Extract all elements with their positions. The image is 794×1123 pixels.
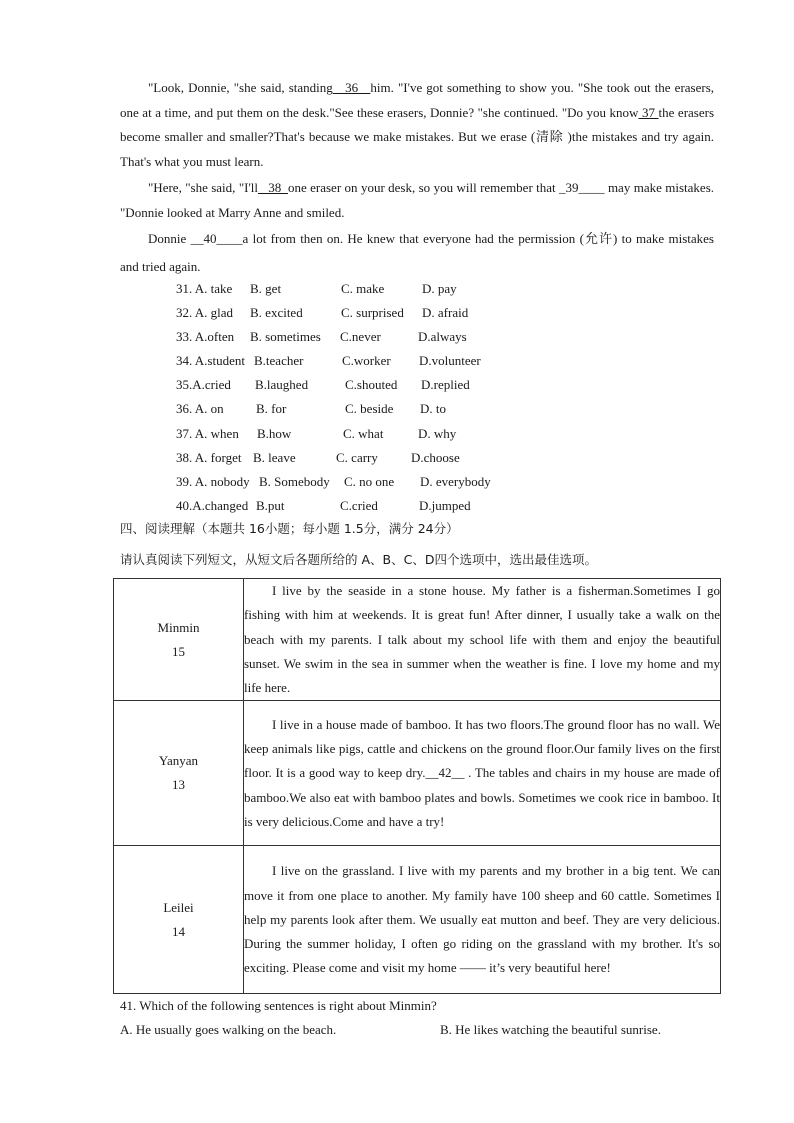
cloze-options (176, 277, 536, 518)
option-d: D. pay (422, 281, 457, 296)
person-age: 14 (172, 923, 185, 939)
person-cell (114, 701, 244, 846)
passage-text: the erasers become smaller and smaller?That's because we make mistakes. But we erase (清除 )the mistakes and try again. That's what you must learn. (120, 104, 715, 169)
option-d: D.always (418, 329, 467, 345)
blank-38: 38 (258, 180, 288, 195)
option-a: 34. A.student (176, 353, 245, 369)
passage-text: "Here, "she said, "I'll (148, 180, 259, 195)
blank-37: 37 (638, 104, 659, 120)
option-b: B. leave (253, 449, 296, 465)
option-b: B. excited (250, 305, 303, 321)
passage-text: "Look, Donnie, "she said, standing (148, 80, 333, 95)
option-c: C. carry (336, 449, 378, 465)
option-c: C.worker (342, 353, 391, 369)
reading-text: I live on the grassland. I live with my parents and my brother in a big tent. We can move it from one place to another. My family have 100 sheep and 60 cattle. Sometimes I help my parents look after them. We usually eat mutton and beef. They are very delicious. During the summer holiday, I often go riding on the grassland with my brother. It's so exciting. Please come and visit my home —— it’s very beautiful here! (244, 863, 720, 976)
table-row (114, 846, 721, 994)
table-row (114, 579, 721, 701)
option-d: D. everybody (420, 473, 491, 489)
option-b: B.how (257, 425, 292, 441)
option-row-37 (176, 422, 536, 446)
option-d: D.jumped (419, 497, 471, 513)
option-c: C.cried (340, 497, 378, 513)
option-b: B.laughed (255, 377, 309, 393)
reading-text-cell (244, 846, 721, 994)
option-d: D. why (418, 425, 457, 441)
person-name: Yanyan (158, 753, 199, 769)
person-age: 15 (172, 643, 185, 659)
reading-table (113, 578, 721, 994)
reading-text-cell (244, 579, 721, 701)
option-c: C. no one (344, 473, 395, 489)
option-a: 32. A. glad (176, 305, 234, 321)
passage-text: one eraser on your desk, so you will remember that _39____ may make mistakes. "Donnie looked at Marry Anne and smiled. (120, 180, 714, 220)
section-heading: 四、阅读理解（本题共 16小题；每小题 1.5分，满分 24分） (120, 521, 459, 536)
question-41-stem: 41. Which of the following sentences is right about Minmin? (120, 998, 437, 1013)
option-b: B. for (256, 401, 287, 417)
option-row-38 (176, 446, 536, 470)
passage-text: him. "I've got something to show you. "She took out the erasers, one at a time, and put them on the desk."See these erasers, Donnie? "she continued. "Do you know (120, 80, 715, 120)
option-d: D.replied (421, 377, 470, 393)
reading-text: I live in a house made of bamboo. It has two floors.The ground floor has no wall. We keep animals like pigs, cattle and chickens on the ground floor.Our family lives on the first floor. It is a good way to keep dry.__42__ . The tables and chairs in my house are made of bamboo.We also eat with bamboo plates and bowls. Sometimes we cook rice in bamboo. It is very delicious.Come and have a try! (244, 716, 720, 829)
reading-text: I live by the seaside in a stone house. My father is a fisherman.Sometimes I go fishing with him at weekends. It is great fun! After dinner, I usually take a walk on the beach with my parents. I talk about my school life with them and enjoy the beautiful sunset. We swim in the sea in summer when the weather is fine. I love my home and my life here. (244, 583, 720, 696)
option-row-36 (176, 397, 536, 421)
person-cell (114, 846, 244, 994)
option-c: C. what (343, 425, 384, 441)
option-b: B. get (250, 281, 282, 296)
section-instruction: 请认真阅读下列短文，从短文后各题所给的 A、B、C、D四个选项中，选出最佳选项。 (120, 552, 597, 567)
person-cell (114, 579, 244, 701)
option-c: C. make (341, 281, 385, 296)
option-a: 37. A. when (176, 425, 239, 441)
option-a: 38. A. forget (176, 449, 242, 465)
person-name: Leilei (163, 899, 194, 915)
option-a: 35.A.cried (176, 377, 231, 393)
option-c: C. surprised (341, 305, 404, 321)
option-c: C.never (340, 329, 381, 345)
passage-paragraph-3: Donnie __40____a lot from then on. He knew that everyone had the permission (允许) to make mistakes and tried again. (120, 231, 714, 274)
reading-text-cell (244, 701, 721, 846)
option-d: D. to (420, 401, 446, 417)
option-d: D. afraid (422, 305, 469, 321)
option-b: B. sometimes (250, 329, 321, 345)
option-a: 39. A. nobody (176, 473, 250, 489)
option-row-34 (176, 349, 536, 373)
option-a: 40.A.changed (176, 497, 249, 513)
option-row-39 (176, 470, 536, 494)
option-a: 31. A. take (176, 281, 233, 296)
option-d: D.choose (411, 449, 460, 465)
person-age: 13 (172, 777, 185, 793)
option-a: 33. A.often (176, 329, 235, 345)
option-b: B.put (256, 497, 285, 513)
passage-paragraph-1 (120, 76, 714, 174)
question-41-option-b: B. He likes watching the beautiful sunrise. (440, 1022, 661, 1037)
option-d: D.volunteer (419, 353, 481, 369)
option-a: 36. A. on (176, 401, 224, 417)
option-c: C.shouted (345, 377, 398, 393)
option-b: B. Somebody (259, 473, 330, 489)
question-41-option-a: A. He usually goes walking on the beach. (120, 1022, 337, 1037)
blank-36: 36 (332, 80, 371, 95)
option-row-40 (176, 494, 536, 518)
option-c: C. beside (345, 401, 394, 417)
option-row-33 (176, 325, 536, 349)
table-row (114, 701, 721, 846)
option-row-35 (176, 373, 536, 397)
option-row-32 (176, 301, 536, 325)
option-b: B.teacher (254, 353, 304, 369)
option-row-31 (176, 277, 536, 301)
passage-paragraph-2 (120, 176, 714, 225)
person-name: Minmin (157, 619, 200, 635)
